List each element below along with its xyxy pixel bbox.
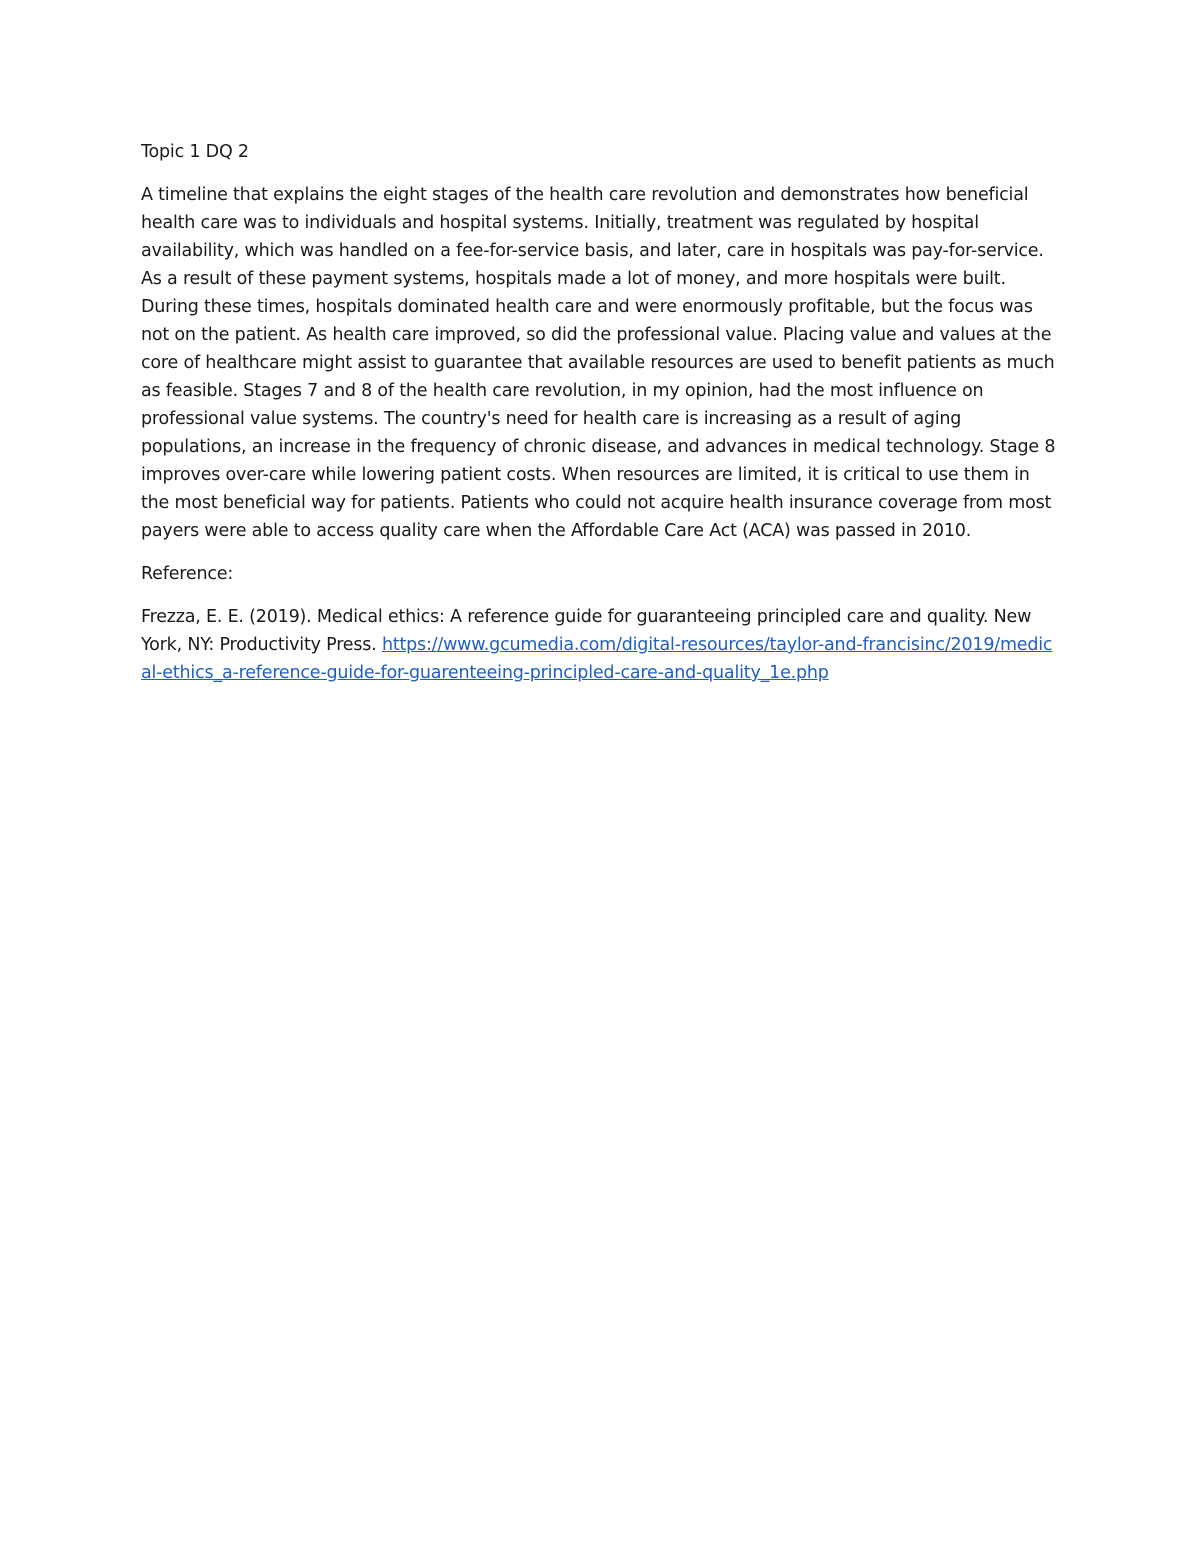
document-content <box>141 138 1061 687</box>
document-title: Topic 1 DQ 2 <box>141 142 249 162</box>
discussion-paragraph: A timeline that explains the eight stages of the health care revolution and demonstrates how beneficial health care was to individuals and hospital systems. Initially, treatment was regulated by hospital availability, which was handled on a fee-for-service basis, and later, care in hospitals was pay-for-service. As a result of these payment systems, hospitals made a lot of money, and more hospitals were built. During these times, hospitals dominated health care and were enormously profitable, but the focus was not on the patient. As health care improved, so did the professional value. Placing value and values at the core of healthcare might assist to guarantee that available resources are used to benefit patients as much as feasible. Stages 7 and 8 of the health care revolution, in my opinion, had the most influence on professional value systems. The country's need for health care is increasing as a result of aging populations, an increase in the frequency of chronic disease, and advances in medical technology. Stage 8 improves over-care while lowering patient costs. When resources are limited, it is critical to use them in the most beneficial way for patients. Patients who could not acquire health insurance coverage from most payers were able to access quality care when the Affordable Care Act (ACA) was passed in 2010. <box>141 185 1056 541</box>
reference-heading: Reference: <box>141 564 234 584</box>
reference-citation <box>141 603 1061 687</box>
citation-text: Frezza, E. E. (2019). Medical ethics: A reference guide for guaranteeing principled care and quality. New York, NY: Productivity Press. <box>141 607 1032 655</box>
reference-link[interactable]: https://www.gcumedia.com/digital-resources/taylor-and-francisinc/2019/medical-ethics_a-reference-guide-for-guarenteeing-principled-care-and-quality_1e.php <box>141 635 1053 683</box>
